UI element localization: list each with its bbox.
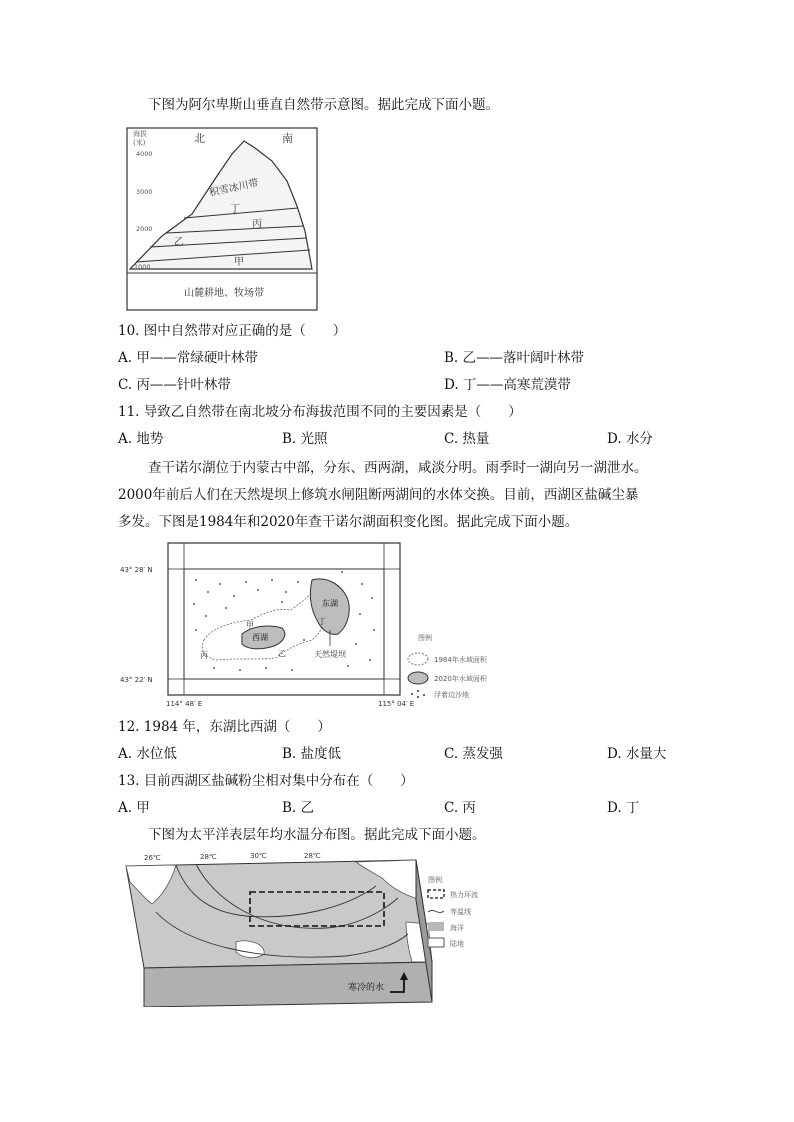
intro-text-3: 下图为太平洋表层年均水温分布图。据此完成下面小题。 (148, 827, 486, 843)
legend-sand-swatch (411, 690, 425, 698)
front-face (144, 962, 432, 1007)
legend-2020: 2020年水域面积 (434, 675, 487, 683)
q11-option-b[interactable]: B. 光照 (282, 431, 328, 447)
q11-option-d[interactable]: D. 水分 (607, 431, 653, 447)
lon-right-label: 115° 04′ E (378, 700, 415, 708)
legend-isotherm: 等温线 (450, 908, 471, 916)
place-jia: 甲 (246, 621, 254, 630)
top-tick-2: 28℃ (200, 853, 217, 861)
legend-1984: 1984年水域面积 (434, 656, 487, 664)
q13-option-a[interactable]: A. 甲 (118, 800, 150, 816)
tick-4000: 4000 (136, 150, 153, 158)
q10-option-a[interactable]: A. 甲——常绿硬叶林带 (118, 350, 258, 366)
q10-option-c[interactable]: C. 丙——针叶林带 (118, 377, 231, 393)
legend-sand: 浮着边沙地 (434, 691, 469, 699)
q13-option-d[interactable]: D. 丁 (607, 800, 640, 816)
place-yi: 乙 (278, 649, 286, 658)
legend-ocean-swatch (428, 922, 444, 931)
legend-1984-swatch (408, 653, 428, 665)
q13-option-b[interactable]: B. 乙 (282, 800, 315, 816)
intro-text-1: 下图为阿尔卑斯山垂直自然带示意图。据此完成下面小题。 (148, 97, 499, 113)
south-label: 南 (282, 132, 293, 145)
q12-option-a[interactable]: A. 水位低 (118, 746, 177, 762)
lat-bottom-label: 43° 22′ N (120, 676, 153, 684)
place-bing: 丙 (200, 651, 208, 660)
legend-ocean: 海洋 (450, 924, 464, 932)
q13-option-c[interactable]: C. 丙 (444, 800, 476, 816)
belt-jia: 甲 (234, 257, 244, 268)
q10-option-b[interactable]: B. 乙——落叶阔叶林带 (444, 350, 585, 366)
top-tick-3: 30℃ (250, 852, 267, 860)
legend-2020-swatch (408, 672, 428, 684)
lat-top-label: 43° 28′ N (120, 566, 153, 574)
belt-yi: 乙 (174, 237, 184, 248)
question-13-stem: 13. 目前西湖区盐碱粉尘相对集中分布在（ ） (118, 773, 414, 789)
belt-snow: 积雪冰川带 (208, 177, 260, 199)
top-tick-1: 26℃ (144, 854, 161, 862)
legend-land-swatch (428, 938, 444, 947)
q11-option-c[interactable]: C. 热量 (444, 431, 490, 447)
tick-2000: 2000 (136, 225, 153, 233)
question-11-stem: 11. 导致乙自然带在南北坡分布海拔范围不同的主要因素是（ ） (118, 404, 522, 420)
legend-circulation-swatch (428, 890, 444, 898)
north-label: 北 (194, 132, 205, 145)
legend-circulation: 热力环流 (450, 891, 478, 899)
question-10-stem: 10. 图中自然带对应正确的是（ ） (118, 323, 347, 339)
dam-label: 天然堤坝 (314, 650, 346, 659)
alps-vertical-zone-figure (122, 126, 322, 312)
y-axis-label: 海拔 (133, 130, 147, 138)
lon-left-label: 114° 48′ E (166, 700, 203, 708)
pacific-temperature-figure (116, 852, 516, 1007)
fig3-legend-title: 图例 (428, 876, 442, 884)
tick-1000: 1000 (134, 263, 151, 271)
belt-bing: 丙 (252, 219, 262, 230)
q11-option-a[interactable]: A. 地势 (118, 431, 164, 447)
legend-title: 图例 (418, 634, 432, 642)
question-12-stem: 12. 1984 年，东湖比西湖（ ） (118, 719, 331, 735)
svg-text:(米): (米) (133, 139, 146, 147)
intro-text-2: 查干诺尔湖位于内蒙古中部，分东、西两湖，咸淡分明。雨季时一湖向另一湖泄水。2000年前后人们在天然堤坝上修筑水闸阻断两湖间的水体交换。目前，西湖区盐碱尘暴多发。下图是1984年和2020年查干诺尔湖面积变化图。据此完成下面小题。 (118, 460, 648, 530)
q10-option-d[interactable]: D. 丁——高寒荒漠带 (444, 377, 571, 393)
q12-option-d[interactable]: D. 水量大 (607, 746, 667, 762)
tick-3000: 3000 (136, 188, 153, 196)
legend-land: 陆地 (450, 940, 464, 948)
q12-option-c[interactable]: C. 蒸发强 (444, 746, 503, 762)
cold-water-label: 寒冷的水 (348, 983, 385, 993)
lake-area-map (116, 540, 516, 715)
place-ding: 丁 (318, 617, 326, 626)
q12-option-b[interactable]: B. 盐度低 (282, 746, 342, 762)
top-tick-4: 28℃ (304, 852, 321, 860)
base-belt: 山麓耕地、牧场带 (184, 288, 264, 299)
east-lake-label: 东湖 (322, 599, 338, 608)
legend-isotherm-swatch (428, 910, 444, 912)
west-lake-label: 西湖 (252, 633, 268, 642)
belt-ding: 丁 (230, 204, 240, 215)
